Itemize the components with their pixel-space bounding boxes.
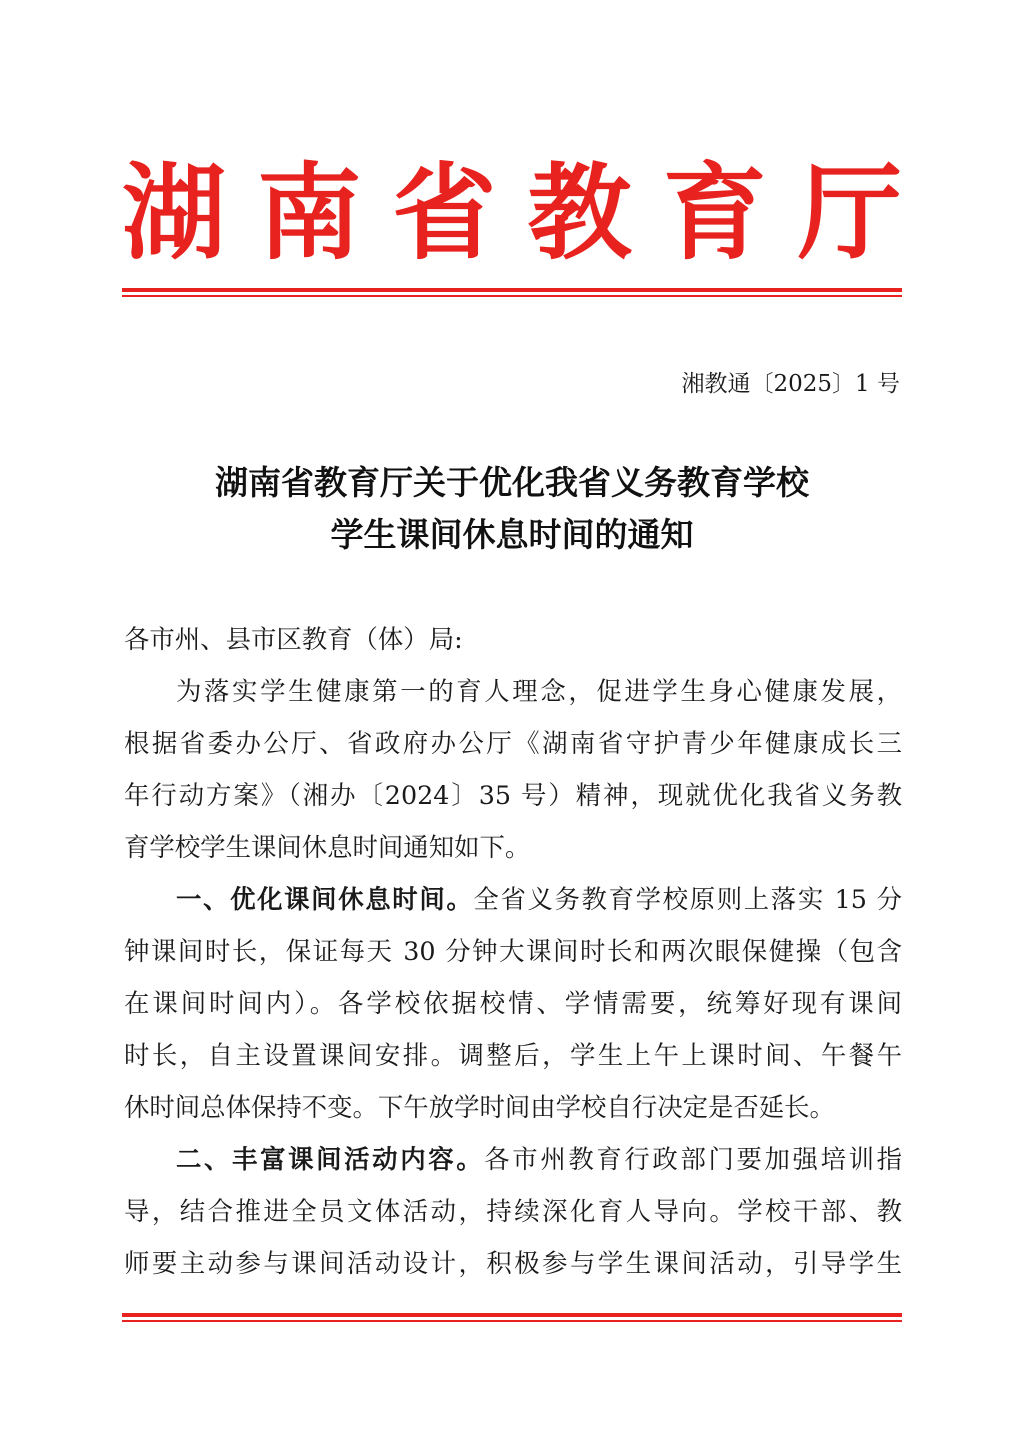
section-2-first-line — [124, 1133, 902, 1185]
section-1-text: 全省义务教育学校原则上落实 15 分 — [473, 884, 903, 914]
paragraph-line: 导，结合推进全员文体活动，持续深化育人导向。学校干部、教 — [124, 1196, 902, 1226]
section-1-heading: 一、优化课间休息时间。 — [176, 884, 474, 914]
footer-rule-thick — [122, 1313, 902, 1317]
masthead-char: 省 — [392, 151, 497, 274]
masthead-char: 南 — [257, 151, 362, 274]
masthead-char: 教 — [527, 151, 632, 274]
paragraph-line: 为落实学生健康第一的育人理念，促进学生身心健康发展， — [176, 676, 902, 706]
paragraph-line: 根据省委办公厅、省政府办公厅《湖南省守护青少年健康成长三 — [124, 728, 902, 758]
document-number: 湘教通〔2025〕1 号 — [681, 371, 900, 397]
paragraph-line: 育学校学生课间休息时间通知如下。 — [124, 832, 531, 862]
masthead-char: 厅 — [797, 151, 902, 274]
paragraph-line: 师要主动参与课间活动设计，积极参与学生课间活动，引导学生 — [124, 1248, 902, 1278]
footer-rule-thin — [122, 1320, 902, 1322]
masthead-title — [122, 148, 902, 278]
masthead-char: 湖 — [122, 151, 227, 274]
paragraph-line: 时长，自主设置课间安排。调整后，学生上午上课时间、午餐午 — [124, 1040, 902, 1070]
paragraph-line: 休时间总体保持不变。下午放学时间由学校自行决定是否延长。 — [124, 1092, 835, 1122]
masthead-rule-thick — [122, 288, 902, 292]
section-2-heading: 二、丰富课间活动内容。 — [176, 1144, 485, 1174]
salutation: 各市州、县市区教育（体）局: — [124, 624, 463, 654]
document-title-line-2: 学生课间休息时间的通知 — [330, 515, 694, 554]
section-1-first-line — [124, 873, 902, 925]
paragraph-line: 钟课间时长，保证每天 30 分钟大课间时长和两次眼保健操（包含 — [124, 936, 902, 966]
document-title-line-1: 湖南省教育厅关于优化我省义务教育学校 — [215, 463, 809, 502]
section-2-text: 各市州教育行政部门要加强培训指 — [484, 1144, 903, 1174]
masthead-char: 育 — [662, 151, 767, 274]
document-body — [124, 613, 902, 1289]
masthead-rule-thin — [122, 295, 902, 297]
paragraph-line: 在课间时间内）。各学校依据校情、学情需要，统筹好现有课间 — [124, 988, 902, 1018]
paragraph-line: 年行动方案》（湘办〔2024〕35 号）精神，现就优化我省义务教 — [124, 780, 902, 810]
